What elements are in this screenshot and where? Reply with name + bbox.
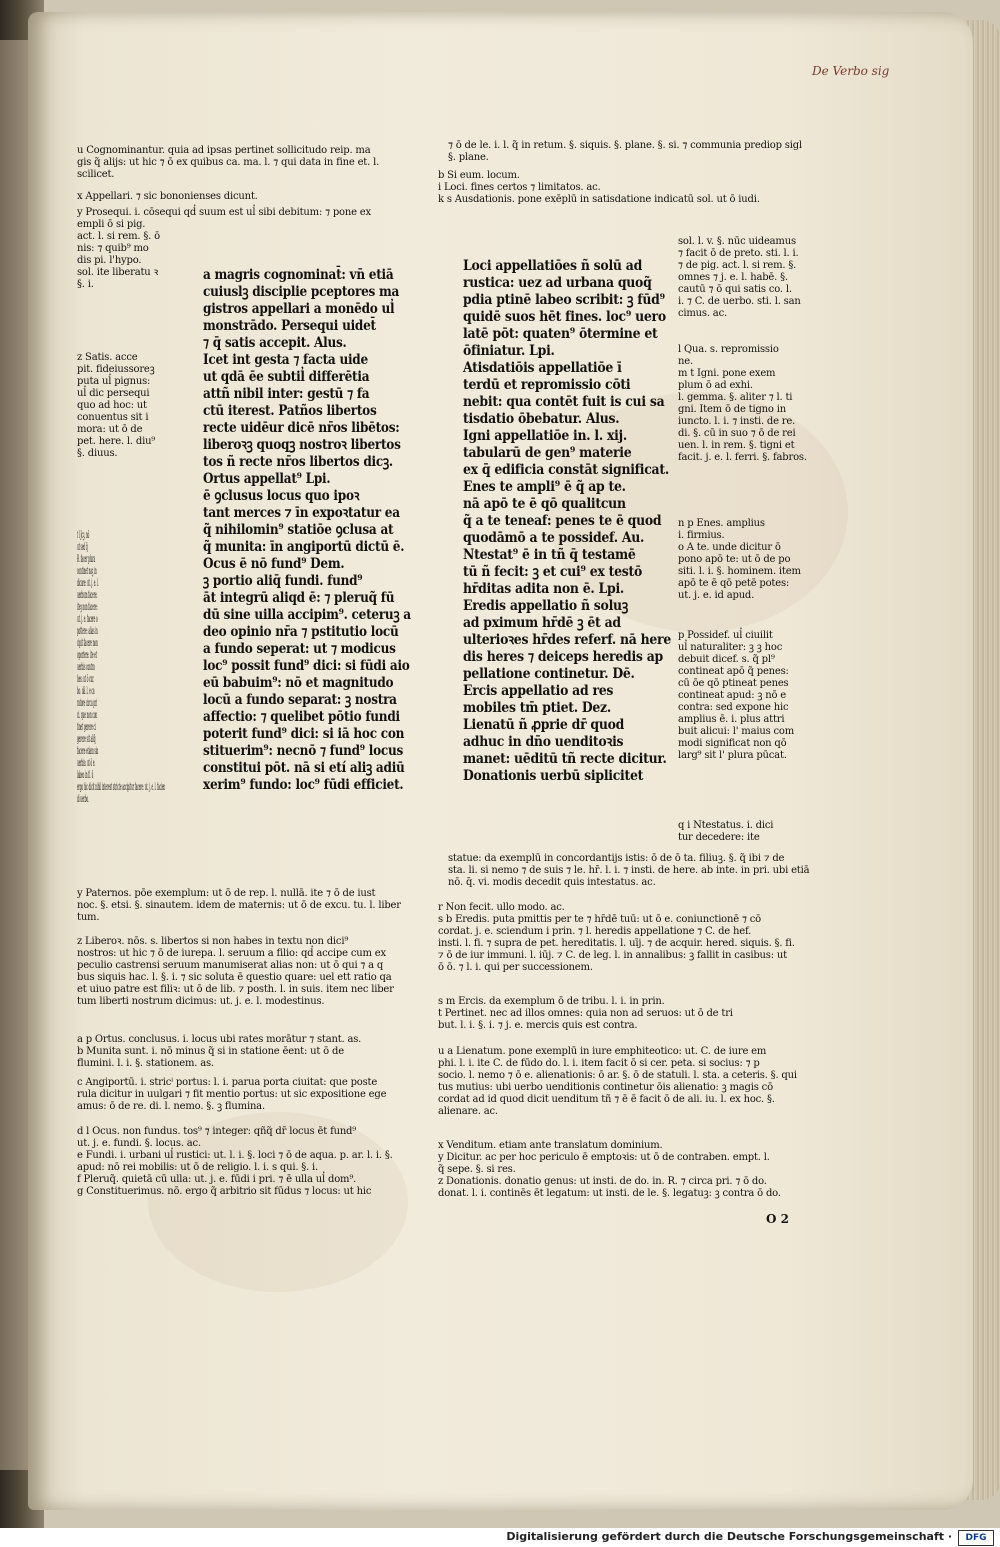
text-line: l Qua. s. repromissio <box>678 344 779 355</box>
text-line: ci. que non con <box>77 710 98 721</box>
gloss-block <box>448 140 802 164</box>
text-line: insti. l. fi. ⁊ supra de pet. hereditatis. l. uīj. ⁊ de acquir. hered. siquis. §. fi. <box>438 938 795 949</box>
text-line: Igni appellatiōe in. l. xij. <box>463 428 627 444</box>
text-line: plum ō ad exhi. <box>678 380 753 391</box>
signature-mark: O 2 <box>766 1212 789 1226</box>
text-line: flumini. l. i. §. stationem. as. <box>77 1058 214 1069</box>
text-line: k s Ausdationis. pone exēplū in satisdatione indicatū sol. ut ō iudi. <box>438 194 760 205</box>
gloss-block <box>678 236 801 320</box>
text-line: a magris cognominat̄: vn̄ etiā <box>203 267 394 283</box>
text-line: iteꝫ non facere: <box>77 602 98 613</box>
text-line: apud: nō rei mobilis: ut ō de religio. l. i. s qui. §. i. <box>77 1162 319 1173</box>
text-line: Donationis uerbū siplicitet <box>463 768 644 784</box>
text-line: tum. <box>77 912 100 923</box>
text-line: gistros appellari a monēdo ul̓ <box>203 301 395 317</box>
text-line: a p Ortus. conclusus. i. locus ubi rates morātur ⁊ stant. as. <box>77 1034 362 1045</box>
text-line: i. ⁊ C. de uerbo. sti. l. san <box>678 296 801 307</box>
text-line: terdū et repromissio cōti <box>463 377 631 393</box>
text-line: d l Ocus. non fundus. tos⁹ ⁊ integer: qñq̃ dr̄ locus ēt fund⁹ <box>77 1126 357 1137</box>
text-line: oportere. ite et <box>77 650 97 661</box>
text-line: donat. l. i. continēs ēt legatum: ut insti. de le. §. legatuꝫ: ꝫ contra ō do. <box>438 1188 781 1199</box>
text-line: gis q̃ alijs: ut hic ⁊ ō ex quibus ca. ma. l. ⁊ qui data in fine et. l. <box>77 157 380 168</box>
text-line: ratore circa pri <box>77 698 98 709</box>
text-line: loc⁹ possit fund⁹ dici: si fūdi aio <box>203 658 410 674</box>
text-line: tant merces ⁊ īn expoꝛtatur ea <box>203 505 400 521</box>
text-line: cordat. j. e. sciendum i prin. ⁊ l. heredis appellatione ⁊ C. de hef. <box>438 926 752 937</box>
text-line: Eredis appellatio ñ soluꝫ <box>463 598 628 614</box>
gloss-block <box>438 996 733 1032</box>
text-line: pottere: alias in <box>77 626 98 637</box>
gloss-block <box>77 1077 386 1113</box>
text-line: sol. ite liberatu ꝛ <box>77 267 159 278</box>
gloss-block <box>77 191 258 203</box>
text-line: deo opinio nr̄a ⁊ pstitutio locū <box>203 624 399 640</box>
text-line: u Cognominantur. quia ad ipsas pertinet sollicitudo reip. ma <box>77 145 371 156</box>
text-line: act. l. si rem. §. ō <box>77 231 160 242</box>
gloss-block <box>448 853 809 889</box>
text-line: dū sine uilla accipim⁹. ceteruꝫ a <box>203 607 411 623</box>
text-line: sta. li. si nemo ⁊ de suis ⁊ le. hr̄. l. i. ⁊ insti. de here. ab inte. in pri. ubi etiā <box>448 865 810 876</box>
text-line: manet: uēditū tñ recte dicitur. <box>463 751 667 767</box>
text-line: z Donationis. donatio genus: ut insti. de do. in. R. ⁊ circa pri. ⁊ ō do. <box>438 1176 767 1187</box>
text-line: ut. j. e. id apud. <box>678 590 755 601</box>
text-line: monstrādo. Persequi uidet̄ <box>203 318 376 334</box>
text-line: alienare. ac. <box>438 1106 498 1117</box>
text-line: ōfiniatur. Lpi. <box>463 343 555 359</box>
text-line: x Appellari. ⁊ sic bononienses dicunt. <box>77 191 258 202</box>
text-line: cautū ⁊ ō qui satis co. l. <box>678 284 792 295</box>
text-line: mobiles tm̄ ptiet. Dez. <box>463 700 611 716</box>
text-line: g Constituerimus. nō. ergo q̃ arbitrio sit fūdus ⁊ locus: ut hic <box>77 1186 372 1197</box>
text-line: locū a fundo separat: ꝫ nostra <box>203 692 397 708</box>
text-line: ut sed q̃ <box>77 542 88 553</box>
text-line: q i Ntestatus. i. dici <box>678 820 774 831</box>
text-line: adhuc in dn̄o uenditoꝛis <box>463 734 624 750</box>
gloss-block <box>678 344 807 464</box>
text-line: Ercis appellatio ad res <box>463 683 614 699</box>
text-line: di. §. cū in suo ⁊ ō de rei <box>678 428 796 439</box>
text-line: tū ñ fecit: ꝫ et cui⁹ ex testō <box>463 564 643 580</box>
text-line: tos ñ recte nr̄os libertos dicꝫ. <box>203 454 393 470</box>
text-line: cipit facere non <box>77 638 98 649</box>
text-line: puta ul̓ pignus: <box>77 376 151 387</box>
text-line: Lienatū ñ ꝓprie dr̄ quod <box>463 717 625 733</box>
text-line: cuiuslꝫ disciplie pceptores ma <box>203 284 400 300</box>
gloss-block <box>438 1140 781 1200</box>
text-line: s m Ercis. da exemplum ō de tribu. l. i. in prin. <box>438 996 665 1007</box>
text-line: l. gemma. §. aliter ⁊ l. ti <box>678 392 793 403</box>
gloss-block <box>438 170 760 206</box>
text-line: Ortus appellat⁹ Lpi. <box>203 471 331 487</box>
text-line: ⁊ facit ō de preto. sti. l. i. <box>678 248 799 259</box>
text-line: m t Igni. pone exem <box>678 368 776 379</box>
text-line: Enes te ampli⁹ ē q̃ ap te. <box>463 479 626 495</box>
text-line: r Non fecit. ullo modo. ac. <box>438 902 565 913</box>
text-line: R. facer plura <box>77 554 96 565</box>
text-line: ul̓ naturaliter: ꝫ ꝫ hoc <box>678 642 783 653</box>
text-line: ⁊ q̄ satis accepit. Alus. <box>203 335 347 351</box>
text-line: i. firmius. <box>678 530 725 541</box>
text-line: recte uidēur dicē nr̄os libētos: <box>203 420 400 436</box>
text-line: b Munita sunt. i. nō minus q̃ si in statione ēent: ut ō de <box>77 1046 344 1057</box>
text-line: ⁊ ō de iur immuni. l. iūj. ⁊ C. de leg. l. in annalibus: ꝫ fallit in casibus: ut <box>438 950 787 961</box>
text-line: quodāmō a te possidef. Au. <box>463 530 645 546</box>
text-line: modi significat non qō <box>678 738 787 749</box>
text-line: cordat ad id quod dicit uenditum tñ ⁊ ē ē facit ō de ali. iu. l. ex hoc. §. <box>438 1094 775 1105</box>
text-line: x Venditum. etiam ante translatum dominium. <box>438 1140 663 1151</box>
text-line: ut. j. e. facere o <box>77 614 98 625</box>
gloss-block <box>77 888 401 924</box>
text-line: ō ō. ⁊ l. i. qui per successionem. <box>438 962 593 973</box>
text-line: dicare: ut. j. e. l. <box>77 578 99 589</box>
previous-page-edge <box>0 40 30 1470</box>
text-line: attñ nibil inter: gestū ⁊ fa <box>203 386 370 402</box>
text-line: c Angiportū. i. stricⁱ portus: l. i. parua porta ciuitat: que poste <box>77 1077 378 1088</box>
text-line: o A te. unde dicitur ō <box>678 542 781 553</box>
text-line: uen. l. in rem. §. tigni et <box>678 440 795 451</box>
text-line: buit alicui: l' maius com <box>678 726 795 737</box>
text-line: q̃ sepe. §. si res. <box>438 1164 516 1175</box>
text-line: Ocus ē nō fund⁹ Dem. <box>203 556 345 572</box>
text-line: hes: ut ō cur. <box>77 674 95 685</box>
text-line: a fundo seperat: ut ⁊ modicus <box>203 641 396 657</box>
text-line: §. i. <box>77 279 94 290</box>
text-line: quo ad hoc: ut <box>77 400 147 411</box>
text-line: q̃ nihilomin⁹ statiōe ꝯclusa at <box>203 522 394 538</box>
text-line: z Liberoꝛ. nōs. s. libertos si non habes in textu non dici⁹ <box>77 936 349 947</box>
text-line: but. l. i. §. i. ⁊ j. e. mercis quis est contra. <box>438 1020 638 1031</box>
text-line: phi. l. i. ite C. de fūdo do. l. i. item facit ō si cer. peta. si socius: ⁊ p <box>438 1058 760 1069</box>
running-head: De Verbo sig <box>812 64 890 78</box>
text-line: t Pertinet. nec ad illos omnes: quia non ad seruos: ut ō de tri <box>438 1008 733 1019</box>
text-line: eū babuim⁹: nō et magnitudo <box>203 675 394 691</box>
text-line: Loci appellatiōes ñ solū ad <box>463 258 643 274</box>
text-line: tus mutius: ubi uerbo uenditionis continetur ōis alienatio: ꝫ magis cō <box>438 1082 773 1093</box>
text-line: e Fundi. i. urbani ul̓ rustici: ut. l. i. §. loci ⁊ ō de aqua. p. ar. l. i. §. <box>77 1150 393 1161</box>
text-line: facere etiam sin <box>77 746 99 757</box>
main-text-block <box>203 267 411 794</box>
text-line: omnes ⁊ j. e. l. habē. §. <box>678 272 788 283</box>
text-line: q̃ a te teneaf: penes te ē quod <box>463 513 662 529</box>
text-line: xerim⁹ fundo: loc⁹ fūdi efficiet. <box>203 777 404 793</box>
text-line: et uiuo patre est filiꝛ: ut ō de lib. ⁊ posth. l. in suis. item nec liber <box>77 984 394 995</box>
text-line: dis pi. l'hypo. <box>77 255 142 266</box>
text-line: dis heres ⁊ deiceps heredis ap <box>463 649 663 665</box>
text-line: §. diuus. <box>77 448 118 459</box>
text-line: ut. j. e. fundi. §. locus. ac. <box>77 1138 201 1149</box>
text-line: cimus. ac. <box>678 308 727 319</box>
text-line: apō te ē qō petē potes: <box>678 578 790 589</box>
text-line: tur decedere: ite <box>678 832 760 843</box>
text-line: stituerim⁹: necnō ⁊ fund⁹ locus <box>203 743 404 759</box>
text-line: p Possidef. ul̓ ciuilit <box>678 630 773 641</box>
gloss-block <box>678 518 801 602</box>
text-line: ne. <box>678 356 693 367</box>
text-line: pellatione continetur. Dē. <box>463 666 635 682</box>
text-line: pit. fideiussoreꝫ <box>77 364 155 375</box>
text-line: contra: sed expone hic <box>678 702 789 713</box>
text-line: contineat apō q̃ penes: <box>678 666 789 677</box>
text-line: ut qdā ēe subtil̓ differētia <box>203 369 370 385</box>
text-line: sol. l. v. §. nūc uideamus <box>678 236 796 247</box>
text-line: nebit: qua contēt fuit is cui sa <box>463 394 665 410</box>
text-line: f Pleruq̃. quietā cū ulla: ut. j. e. fūdi i pri. ⁊ ē ulla ul̓ dom⁹. <box>77 1174 357 1185</box>
text-line: āt integrū aliqd ē: ⁊ pleruq̃ fū <box>203 590 395 606</box>
text-line: ergo hic dicit nihil interest stricte accipitur facere: ut. j. e. l. facien <box>77 782 166 793</box>
text-line: i Loci. fines certos ⁊ limitatos. ac. <box>438 182 601 193</box>
text-line: quidē suos hēt fines. loc⁹ uero <box>463 309 666 325</box>
text-line: z Satis. acce <box>77 352 138 363</box>
text-line: bus siquis hac. l. §. i. ⁊ sic soluta ē questio quare: uel ett ratio qa <box>77 972 392 983</box>
gloss-block <box>77 352 155 460</box>
text-line: uerbis: ut ō e. <box>77 758 96 769</box>
text-line: nō. q̄. vi. modis decedit quis intestatus. ac. <box>448 877 656 888</box>
text-line: empli ō si pig. <box>77 219 146 230</box>
text-line: s b Eredis. puta pmittis per te ⁊ hr̄dē tuū: ut ō e. coniunctionē ⁊ cō <box>438 914 761 925</box>
text-line: ē ꝯclusus locus quo ipoꝛ <box>203 488 360 504</box>
text-line: ex q̄ edificia constāt significat. <box>463 462 669 478</box>
text-line: §. plane. <box>448 152 489 163</box>
text-line: y Prosequi. i. cōsequi qd̓ suum est ul̓ sibi debitum: ⁊ pone ex <box>77 207 371 218</box>
text-line: tum liberti nostrum dicimus: ut. j. e. l. modestinus. <box>77 996 325 1007</box>
text-line: y Paternos. pōe exemplum: ut ō de rep. l. nullā. ite ⁊ ō de iust <box>77 888 376 899</box>
text-line: poterit fund⁹ dici: si iā hoc con <box>203 726 405 742</box>
text-line: constitui pōt. nā si etí aliꝫ adiū <box>203 760 405 776</box>
text-line: ⁊ de pig. act. l. si rem. §. <box>678 260 797 271</box>
text-line: amplius ē. i. plus attri <box>678 714 785 725</box>
text-line: continet naꝫ in <box>77 566 97 577</box>
text-line: socio. l. nemo ⁊ ō e. alienationis: ō ar. §. ō de statuli. l. sta. a ceteris. §. qui <box>438 1070 797 1081</box>
text-line: n p Enes. amplius <box>678 518 765 529</box>
text-line: ctū iterest. Patños libertos <box>203 403 377 419</box>
text-line: pet. here. l. diu⁹ <box>77 436 156 447</box>
text-line: b Si eum. locum. <box>438 170 520 181</box>
text-line: bo. dā. l. e ca <box>77 686 95 697</box>
gloss-block <box>77 936 394 1008</box>
text-line: debuit dicef. s. q̃ pl⁹ <box>678 654 775 665</box>
dfg-logo: DFG <box>958 1530 994 1546</box>
text-line: di uerbo. <box>77 794 89 805</box>
text-line: Icet int gesta ⁊ facta uide <box>203 352 368 368</box>
gloss-block <box>77 530 165 806</box>
gloss-block <box>77 1034 361 1070</box>
text-line: iuncto. l. i. ⁊ insti. de re. <box>678 416 796 427</box>
text-line: facit. j. e. l. ferri. §. fabros. <box>678 452 807 463</box>
text-line: scilicet. <box>77 169 115 180</box>
text-line: labeo in fi. ū <box>77 770 94 781</box>
gloss-block <box>438 902 795 974</box>
text-line: pono apō te: ut ō de po <box>678 554 791 565</box>
footer-credit: Digitalisierung gefördert durch die Deutsche Forschungsgemeinschaft · <box>506 1530 952 1543</box>
text-line: conuentus sit i <box>77 412 149 423</box>
gloss-block <box>77 1126 393 1198</box>
text-line: latē pōt: quaten⁹ ōtermine et <box>463 326 658 342</box>
text-line: ꝫ portio aliq̄ fundi. fund⁹ <box>203 573 363 589</box>
text-line: uerbis contra <box>77 662 95 673</box>
text-line: t l Jcꝫ. nō <box>77 530 90 541</box>
text-line: mora: ut ō de <box>77 424 143 435</box>
text-line: tisdatio ōbebatur. Alus. <box>463 411 620 427</box>
text-line: larg⁹ sit l' plura pūcat. <box>678 750 787 761</box>
text-line: noc. §. etsi. §. sinautem. idem de maternis: ut ō de excu. tu. l. liber <box>77 900 401 911</box>
text-line: Ntestat⁹ ē in tñ q̄ testamē <box>463 547 636 563</box>
text-line: q̃ munita: īn angiportū dictū ē. <box>203 539 405 555</box>
text-line: peculio castrensi seruum manumiserat alias non: ut ō qui ⁊ a q <box>77 960 384 971</box>
text-line: cū ōe qō ptineat penes <box>678 678 789 689</box>
text-line: tinet gerere ci <box>77 722 96 733</box>
text-line: affectio: ⁊ quelibet pōtio fundi <box>203 709 400 725</box>
text-line: gni. Item ō de tigno in <box>678 404 786 415</box>
text-line: ul̓ dic persequi <box>77 388 150 399</box>
gloss-block <box>438 1046 797 1118</box>
text-line: ulterioꝛes hr̄des referf. nā here <box>463 632 671 648</box>
text-line: Atisdatiōis appellatiōe ī <box>463 360 622 376</box>
text-line: tabularū de gen⁹ materie <box>463 445 632 461</box>
text-line: ⁊ ō de le. i. l. q̃ in retum. §. siquis. §. plane. §. si. ⁊ communia prediop sigl <box>448 140 802 151</box>
text-line: siti. l. i. §. hominem. item <box>678 566 801 577</box>
text-line: statue: da exemplū in concordantijs istis: ō de ō ta. filiuꝫ. §. q̃ ibi ⁊ de <box>448 853 785 864</box>
text-line: nis: ⁊ quib⁹ mo <box>77 243 149 254</box>
text-line: nā apō te ē qō qualitcun <box>463 496 626 512</box>
text-line: uerbum facere. <box>77 590 98 601</box>
text-line: rustica: uez ad urbana quoq̃ <box>463 275 652 291</box>
gloss-block <box>77 145 379 181</box>
text-line: liberoꝛꝫ quoqꝫ nostroꝛ libertos <box>203 437 401 453</box>
text-line: pdia ptinē labeo scribit: ꝫ fūd⁹ <box>463 292 665 308</box>
text-line: nostros: ut hic ⁊ ō de iurepa. l. seruum a filio: qd̓ accipe cum ex <box>77 948 386 959</box>
text-line: u a Lienatum. pone exemplū in iure emphiteotico: ut. C. de iure em <box>438 1046 767 1057</box>
text-line: ad pximum hr̄dē ꝫ ēt ad <box>463 615 621 631</box>
gloss-block <box>678 820 773 844</box>
text-line: hr̄ditas adita non ē. Lpi. <box>463 581 625 597</box>
text-line: rula dicitur in uulgari ⁊ fit mentio portus: ut sic expositione ege <box>77 1089 387 1100</box>
text-line: gerere sit aliq̃ <box>77 734 96 745</box>
main-text-block <box>463 258 671 785</box>
text-line: amus: ō de re. di. l. nemo. §. ꝫ flumina. <box>77 1101 265 1112</box>
text-line: y Dicitur. ac per hoc periculo ē emptoꝛis: ut ō de contraben. empt. l. <box>438 1152 770 1163</box>
gloss-block <box>678 630 794 762</box>
text-line: contineat apud: ꝫ nō e <box>678 690 786 701</box>
